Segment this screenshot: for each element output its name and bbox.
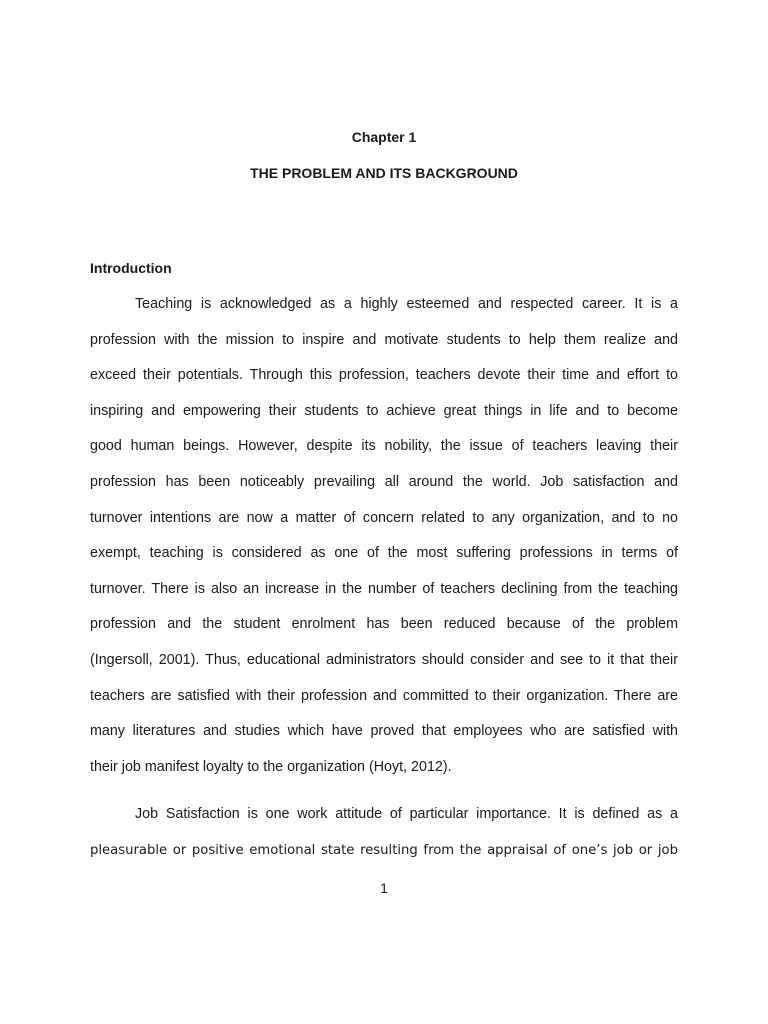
paragraph-2 [90,797,678,868]
paragraph-line: Teaching is acknowledged as a highly esteemed and respected career. It is a [135,296,678,312]
paragraph-line: teachers are satisfied with their profession and committed to their organization. There are [90,687,678,704]
section-heading: Introduction [90,260,172,276]
paragraph-line: profession with the mission to inspire and motivate students to help them realize and [90,331,678,348]
paragraph-line: profession and the student enrolment has been reduced because of the problem [90,616,678,633]
paragraph-line: their job manifest loyalty to the organization (Hoyt, 2012). [90,758,452,775]
paragraph-line: turnover. There is also an increase in the number of teachers declining from the teaching [90,580,678,597]
paragraph-line: inspiring and empowering their students to achieve great things in life and to become [90,402,678,419]
chapter-title: THE PROBLEM AND ITS BACKGROUND [250,165,518,181]
paragraph-line: (Ingersoll, 2001). Thus, educational administrators should consider and see to it that their [90,651,678,668]
paragraph-line: profession has been noticeably prevailing all around the world. Job satisfaction and [90,473,678,490]
paragraph-line: exceed their potentials. Through this profession, teachers devote their time and effort to [90,367,678,384]
paragraph-line: many literatures and studies which have proved that employees who are satisfied with [90,723,678,740]
paragraph-line: turnover intentions are now a matter of concern related to any organization, and to no [90,509,678,526]
page-number: 1 [380,880,388,896]
paragraph-1 [90,287,678,785]
paragraph-line: Job Satisfaction is one work attitude of particular importance. It is defined as a [135,806,678,822]
paragraph-line: exempt, teaching is considered as one of the most suffering professions in terms of [90,545,678,562]
paragraph-line: pleasurable or positive emotional state resulting from the appraisal of one’s job or job [90,842,678,858]
paragraph-line: good human beings. However, despite its nobility, the issue of teachers leaving their [90,438,678,455]
chapter-label: Chapter 1 [351,129,417,145]
